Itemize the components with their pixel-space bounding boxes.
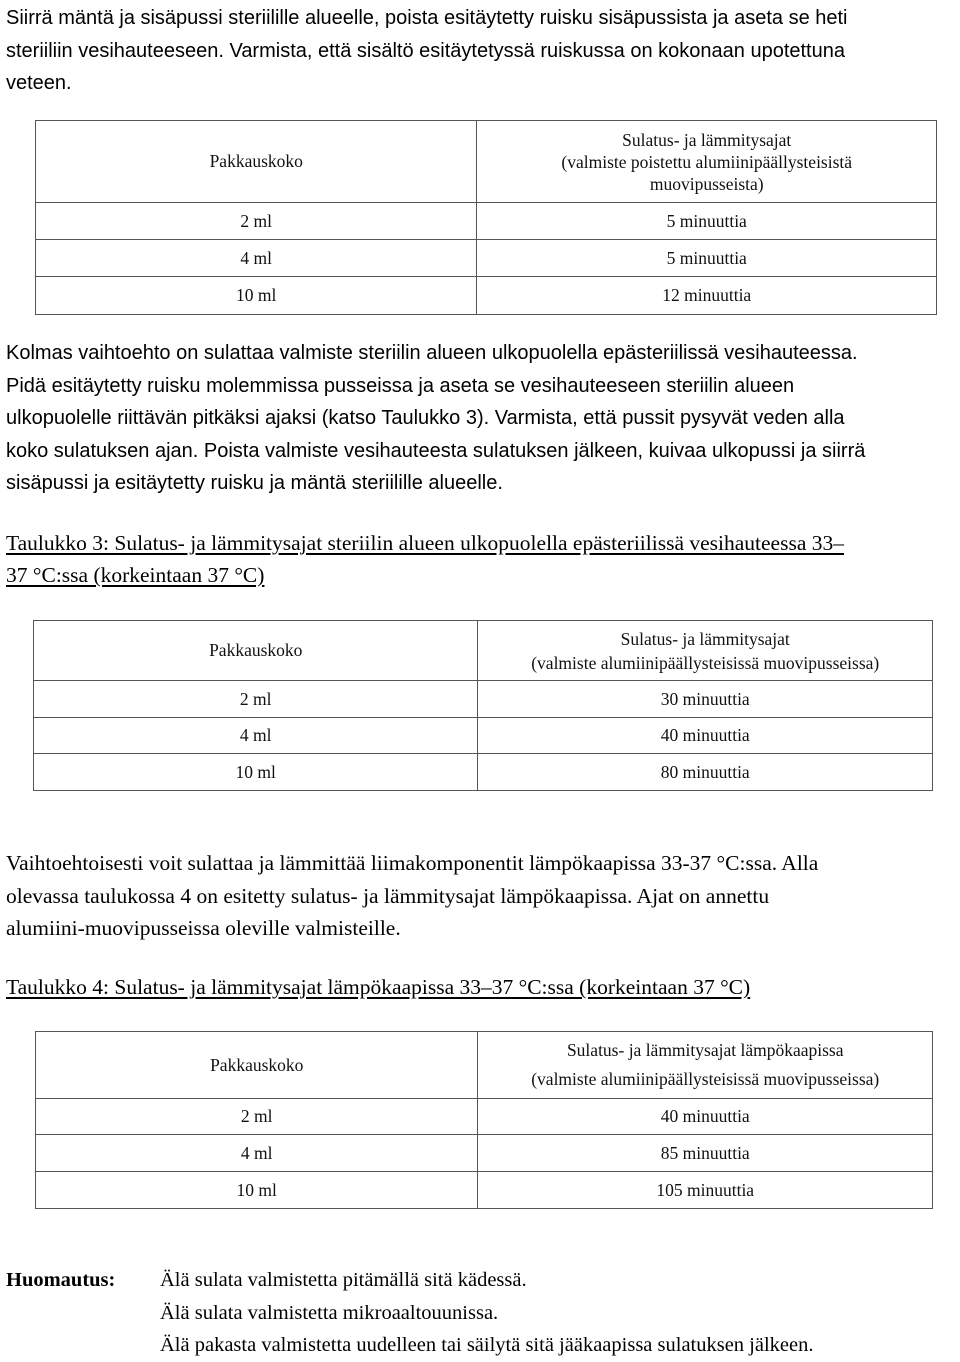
note-line: Älä pakasta valmistetta uudelleen tai säilytä sitä jääkaapissa sulatuksen jälkeen.: [160, 1334, 814, 1356]
note-line: Älä sulata valmistetta pitämällä sitä kädessä.: [160, 1269, 527, 1291]
table-row: [36, 1172, 933, 1209]
paragraph-line: Vaihtoehtoisesti voit sulattaa ja lämmittää liimakomponentit lämpökaapissa 33-37 °C:ssa. Alla: [6, 851, 819, 875]
table-header-row: [36, 121, 937, 203]
header-line: Sulatus- ja lämmitysajat: [620, 628, 790, 649]
table-header-row: [34, 621, 933, 681]
header-line: Sulatus- ja lämmitysajat lämpökaapissa: [566, 1040, 844, 1060]
cell-size: 10 ml: [34, 754, 478, 791]
table-sterile-thawing: [35, 120, 937, 315]
cell-time: 105 minuuttia: [478, 1172, 933, 1209]
paragraph-line: olevassa taulukossa 4 on esitetty sulatus- ja lämmitysajat lämpökaapissa. Ajat on annettu: [6, 883, 770, 908]
cell-size: 2 ml: [34, 681, 478, 718]
header-line: Sulatus- ja lämmitysajat: [622, 129, 792, 150]
table-row: [34, 718, 933, 754]
cell-time: 12 minuuttia: [477, 277, 937, 315]
table-row: [36, 1099, 933, 1135]
note-label: Huomautus:: [6, 1269, 116, 1291]
intro-line: steriiliin vesihauteeseen. Varmista, että sisältö esitäytetyssä ruiskussa on kokonaan upotettuna: [6, 39, 845, 62]
cell-time: 80 minuuttia: [478, 754, 933, 791]
table4-caption: [6, 971, 956, 1003]
cell-time: 40 minuuttia: [478, 718, 933, 754]
table-row: [36, 240, 937, 277]
caption-line: 37 °C:ssa (korkeintaan 37 °C): [6, 563, 265, 587]
intro-line: Siirrä mäntä ja sisäpussi steriilille alueelle, poista esitäytetty ruisku sisäpussista ja aseta se heti: [6, 7, 848, 29]
note-lines: [160, 1264, 956, 1362]
table-nonsterile-thawing: [33, 620, 933, 791]
table-row: [36, 277, 937, 315]
cell-size: 4 ml: [34, 718, 478, 754]
header-line: (valmiste alumiinipäällysteisissä muovipusseissa): [531, 652, 880, 673]
cell-size: 4 ml: [36, 1135, 478, 1172]
cell-time: 85 minuuttia: [478, 1135, 933, 1172]
paragraph-line: Pidä esitäytetty ruisku molemmissa pusseissa ja aseta se vesihauteeseen steriilin alueen: [6, 374, 795, 397]
header-line: (valmiste poistettu alumiinipäällysteisistä: [561, 151, 853, 172]
cell-time: 40 minuuttia: [478, 1099, 933, 1135]
paragraph-line: ulkopuolelle riittävän pitkäksi ajaksi (katso Taulukko 3). Varmista, että pussit pysyvät veden alla: [6, 407, 845, 429]
header-thaw-time: [477, 121, 937, 203]
table3-caption: [6, 527, 956, 591]
table-row: [34, 681, 933, 718]
note-line: Älä sulata valmistetta mikroaaltouunissa.: [160, 1301, 499, 1324]
caption-line: Taulukko 4: Sulatus- ja lämmitysajat lämpökaapissa 33–37 °C:ssa (korkeintaan 37 °C): [6, 975, 751, 999]
intro-paragraph: [6, 2, 954, 100]
cell-size: 10 ml: [36, 277, 477, 315]
cell-size: 2 ml: [36, 203, 477, 240]
caption-line: Taulukko 3: Sulatus- ja lämmitysajat steriilin alueen ulkopuolella epästeriilissä vesihauteessa 33–: [6, 531, 844, 555]
header-line: (valmiste alumiinipäällysteisissä muovipusseissa): [531, 1069, 880, 1089]
cell-size: 10 ml: [36, 1172, 478, 1209]
paragraph-line: sisäpussi ja esitäytetty ruisku ja mäntä steriilille alueelle.: [6, 472, 503, 494]
incubator-paragraph: [6, 847, 954, 945]
table-row: [36, 1135, 933, 1172]
header-pack-size: Pakkauskoko: [36, 121, 477, 203]
table-incubator-thawing: [35, 1031, 933, 1209]
nonsterile-paragraph: [6, 337, 954, 500]
header-pack-size: Pakkauskoko: [34, 621, 478, 681]
cell-size: 2 ml: [36, 1099, 478, 1135]
intro-line: veteen.: [6, 72, 72, 94]
cell-time: 5 minuuttia: [477, 203, 937, 240]
header-pack-size: Pakkauskoko: [36, 1032, 478, 1099]
table-row: [34, 754, 933, 791]
table-header-row: [36, 1032, 933, 1099]
header-line: muovipusseista): [649, 173, 764, 194]
cell-size: 4 ml: [36, 240, 477, 277]
paragraph-line: koko sulatuksen ajan. Poista valmiste vesihauteesta sulatuksen jälkeen, kuivaa ulkopussi ja siirrä: [6, 439, 866, 462]
cell-time: 30 minuuttia: [478, 681, 933, 718]
table-row: [36, 203, 937, 240]
paragraph-line: Kolmas vaihtoehto on sulattaa valmiste steriilin alueen ulkopuolella epästeriilissä vesihauteessa.: [6, 342, 858, 364]
header-thaw-time: [478, 1032, 933, 1099]
cell-time: 5 minuuttia: [477, 240, 937, 277]
paragraph-line: alumiini-muovipusseissa oleville valmisteille.: [6, 916, 401, 940]
header-thaw-time: [478, 621, 933, 681]
